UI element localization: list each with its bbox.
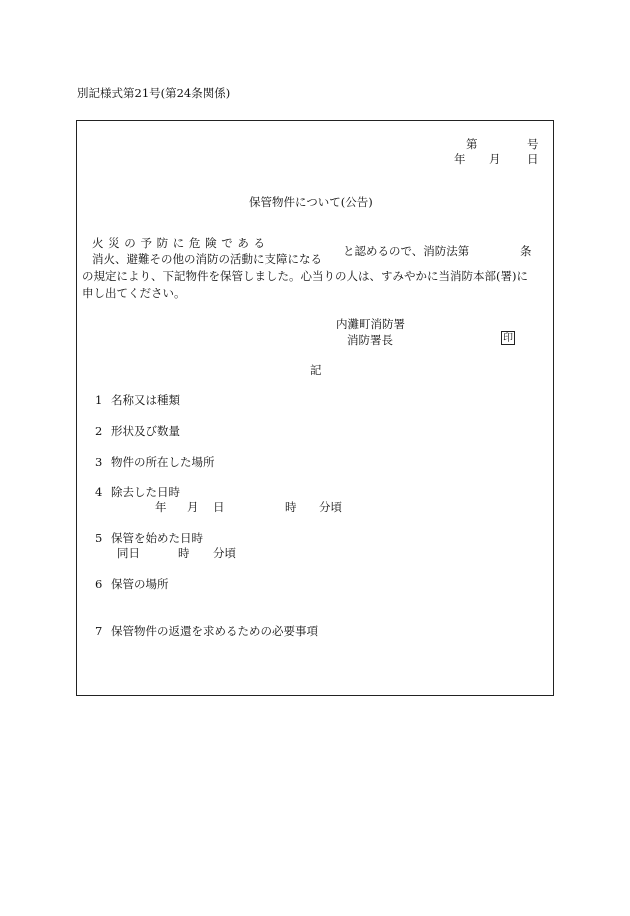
item-7-number: 7 <box>95 624 103 638</box>
item-4-month: 月 <box>187 500 199 514</box>
item-1-number: 1 <box>95 393 103 407</box>
item-5-same-day: 同日 <box>117 546 140 560</box>
item-3-number: 3 <box>95 455 103 469</box>
item-5-number: 5 <box>95 531 103 545</box>
issuer-org: 内灘町消防署 <box>336 317 405 331</box>
item-4-label: 除去した日時 <box>111 485 180 499</box>
item-4-number: 4 <box>95 485 103 499</box>
form-label: 別記様式第21号(第24条関係) <box>77 86 231 100</box>
item-7-label: 保管物件の返還を求めるための必要事項 <box>111 624 318 638</box>
ki-heading: 記 <box>310 363 322 377</box>
seal-mark: 印 <box>503 333 513 344</box>
item-5-label: 保管を始めた日時 <box>111 531 203 545</box>
item-4-hour: 時 <box>285 500 297 514</box>
document-title: 保管物件について(公告) <box>249 195 373 209</box>
reason-option-2: 消火、避難その他の消防の活動に支障になる <box>92 252 322 266</box>
item-6-label: 保管の場所 <box>111 577 169 591</box>
date-month: 月 <box>489 152 501 166</box>
item-3-label: 物件の所在した場所 <box>111 455 215 469</box>
body-line-3: 申し出てください。 <box>82 286 186 300</box>
body-line-2: の規定により、下記物件を保管しました。心当りの人は、すみやかに当消防本部(署)に <box>82 269 528 283</box>
item-4-day: 日 <box>213 500 225 514</box>
item-4-minute: 分頃 <box>319 500 342 514</box>
issuer-title: 消防署長 <box>347 333 393 347</box>
item-5-minute: 分頃 <box>213 546 236 560</box>
item-4-year: 年 <box>155 500 167 514</box>
reason-tail: と認めるので、消防法第 <box>343 244 470 258</box>
article-label: 条 <box>520 244 532 258</box>
item-2-number: 2 <box>95 424 103 438</box>
date-day: 日 <box>527 152 539 166</box>
number-suffix: 号 <box>527 137 539 151</box>
item-6-number: 6 <box>95 577 103 591</box>
reason-option-1: 火 災 の 予 防 に 危 険 で あ る <box>92 236 266 250</box>
item-5-hour: 時 <box>178 546 190 560</box>
date-year: 年 <box>454 152 466 166</box>
item-1-label: 名称又は種類 <box>111 393 180 407</box>
item-2-label: 形状及び数量 <box>111 424 180 438</box>
number-prefix: 第 <box>466 137 478 151</box>
